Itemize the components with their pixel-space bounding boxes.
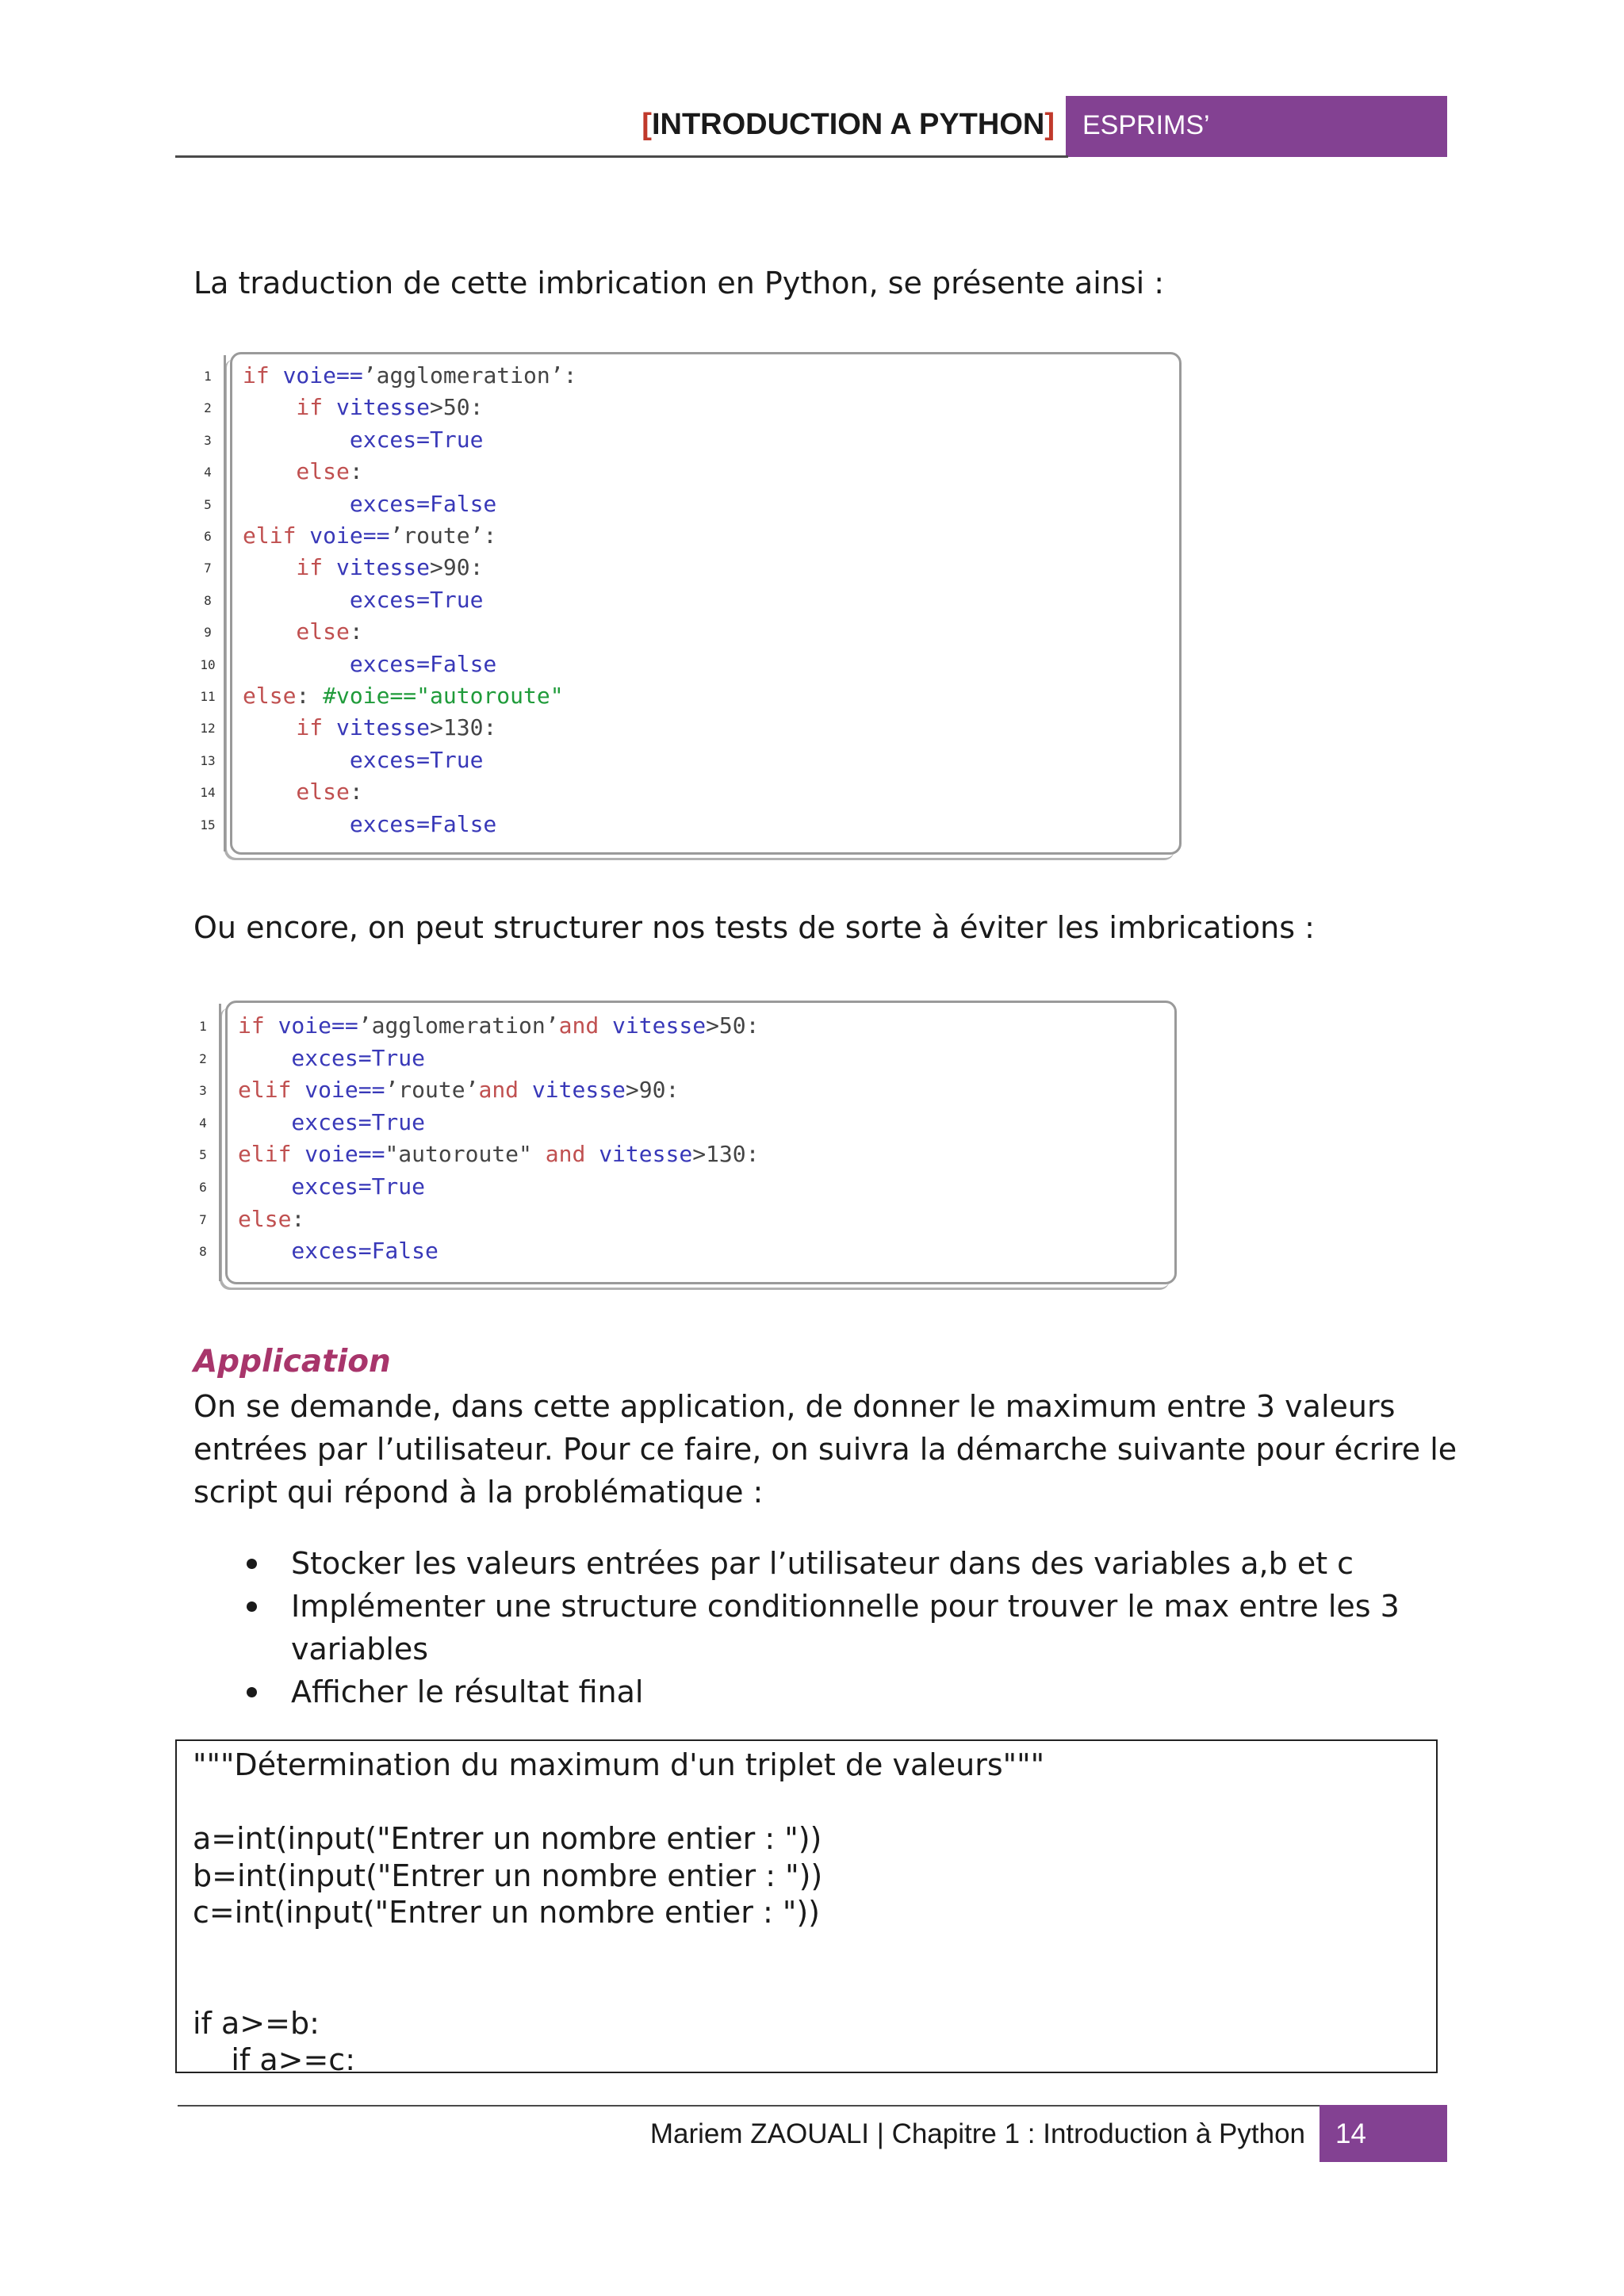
line-number: 6 — [204, 529, 212, 544]
code-token: vitesse — [336, 554, 431, 581]
code-line — [243, 747, 483, 773]
line-number: 8 — [204, 592, 212, 608]
code-token: vitesse — [612, 1012, 707, 1039]
code-token: >90: — [430, 554, 484, 581]
code-token: exces=True — [243, 586, 484, 613]
header-rule — [175, 155, 1068, 158]
bullet-dot — [247, 1559, 257, 1569]
code-line — [243, 714, 496, 740]
code-token: if — [243, 714, 337, 741]
code-line — [238, 1173, 425, 1200]
page-number: 14 — [1335, 2118, 1366, 2149]
code-token: : — [349, 779, 363, 806]
code-token: vitesse — [336, 394, 431, 421]
code-token: if — [243, 362, 283, 388]
code-line — [238, 1012, 760, 1039]
script-code-box — [175, 1739, 1438, 2073]
script-line: if a>=b: — [193, 2005, 320, 2041]
code-line — [243, 651, 496, 677]
line-number: 5 — [204, 496, 212, 512]
code-token: >130: — [430, 714, 497, 741]
line-number: 4 — [204, 465, 212, 480]
code-token: voie== — [278, 1012, 358, 1039]
script-line: """Détermination du maximum d'un triplet de valeurs""" — [193, 1747, 1045, 1782]
line-number: 15 — [200, 817, 216, 832]
code-line — [243, 618, 363, 645]
code-line — [243, 779, 363, 805]
line-number: 9 — [204, 625, 212, 641]
code-line — [238, 1206, 304, 1232]
code-token: exces=True — [243, 426, 484, 453]
line-number: 4 — [199, 1115, 207, 1131]
line-number: 7 — [204, 561, 212, 576]
footer-text: Mariem ZAOUALI | Chapitre 1 : Introduction à Python — [649, 2118, 1305, 2149]
code-token: exces=False — [243, 490, 497, 517]
application-paragraph-line-3: script qui répond à la problématique : — [193, 1475, 764, 1510]
code-token: else — [238, 1205, 292, 1232]
header-org-label: ESPRIMS’ — [1082, 110, 1210, 140]
code-token: : — [349, 458, 363, 485]
code-token: vitesse — [599, 1141, 693, 1168]
bullet-item-1: Stocker les valeurs entrées par l’utilisateur dans des variables a,b et c — [291, 1546, 1354, 1581]
code-token: if — [243, 554, 337, 581]
line-number: 3 — [204, 432, 212, 448]
line-number: 1 — [199, 1019, 207, 1034]
code-token: elif — [243, 522, 310, 549]
code-line — [243, 362, 576, 388]
code-token: exces=False — [243, 810, 497, 837]
code-figure-1 — [197, 349, 1182, 856]
code-token: and — [558, 1012, 613, 1039]
code-token: and — [545, 1141, 599, 1168]
code-line — [243, 587, 483, 613]
application-heading: Application — [193, 1344, 391, 1380]
code-token: ’route’ — [389, 522, 484, 549]
code-gutter-2 — [219, 1004, 221, 1281]
line-number: 2 — [199, 1050, 207, 1066]
code-token: else — [243, 779, 350, 806]
code-token: >130: — [692, 1141, 760, 1168]
code-line — [243, 458, 363, 484]
application-paragraph-line-1: On se demande, dans cette application, de donner le maximum entre 3 valeurs — [193, 1389, 1396, 1424]
code-line — [243, 554, 483, 580]
code-token: if — [243, 394, 337, 421]
code-line — [243, 427, 483, 453]
application-paragraph-line-2: entrées par l’utilisateur. Pour ce faire, on suivra la démarche suivante pour écrire le — [193, 1432, 1457, 1467]
code-token: exces=True — [238, 1108, 426, 1135]
bullet-item-2: Implémenter une structure conditionnelle pour trouver le max entre les 3 — [291, 1589, 1400, 1624]
code-line — [238, 1045, 425, 1071]
bullet-item-3: Afficher le résultat final — [291, 1674, 644, 1709]
line-number: 3 — [199, 1083, 207, 1099]
code-line — [243, 522, 496, 549]
code-token: exces=True — [238, 1044, 426, 1071]
line-number: 11 — [200, 689, 216, 704]
code-token: voie== — [304, 1077, 385, 1104]
code-token: >50: — [706, 1012, 760, 1039]
code-line — [243, 811, 496, 837]
script-line: a=int(input("Entrer un nombre entier : ")) — [193, 1821, 822, 1856]
code-token: if — [238, 1012, 278, 1039]
code-line — [238, 1238, 439, 1264]
code-token: vitesse — [531, 1077, 626, 1104]
code-token: voie== — [282, 362, 363, 388]
code-token: >50: — [430, 394, 484, 421]
code-token: vitesse — [336, 714, 431, 741]
code-token: : — [349, 618, 363, 645]
line-number: 14 — [200, 785, 216, 801]
line-number: 7 — [199, 1211, 207, 1227]
code-token: >90: — [625, 1077, 680, 1104]
code-token: and — [478, 1077, 532, 1104]
line-number: 5 — [199, 1147, 207, 1163]
code-token: exces=False — [238, 1238, 439, 1265]
header-title: [INTRODUCTION A PYTHON] — [642, 108, 1055, 141]
line-number: 2 — [204, 400, 212, 416]
script-line: c=int(input("Entrer un nombre entier : ")) — [193, 1895, 820, 1930]
code-token: exces=False — [243, 650, 497, 677]
script-line: b=int(input("Entrer un nombre entier : ")) — [193, 1858, 823, 1893]
line-number: 10 — [200, 656, 216, 672]
code-line — [243, 683, 564, 709]
code-token: ’agglomeration’ — [358, 1012, 559, 1039]
footer-rule — [178, 2105, 1320, 2107]
code-line — [243, 394, 483, 420]
code-line — [238, 1077, 679, 1103]
line-number: 13 — [200, 752, 216, 768]
code-token: #voie=="autoroute" — [323, 683, 564, 709]
code-line — [238, 1109, 425, 1135]
code-token: elif — [238, 1077, 305, 1104]
code-line — [238, 1141, 760, 1167]
code-token: else — [243, 618, 350, 645]
line-number: 8 — [199, 1244, 207, 1260]
bullet-dot — [247, 1601, 257, 1612]
code-token: : — [291, 1205, 305, 1232]
line-number: 6 — [199, 1180, 207, 1195]
script-line: if a>=c: — [193, 2042, 355, 2073]
middle-paragraph: Ou encore, on peut structurer nos tests de sorte à éviter les imbrications : — [193, 910, 1315, 945]
code-gutter-1 — [224, 355, 226, 851]
code-token: : — [296, 683, 324, 709]
code-figure-2 — [192, 997, 1177, 1291]
line-number: 12 — [200, 721, 216, 737]
code-token: exces=True — [238, 1173, 426, 1200]
code-token: voie== — [309, 522, 390, 549]
code-line — [243, 491, 496, 517]
code-token: : — [563, 362, 577, 388]
code-token: : — [483, 522, 497, 549]
code-token: else — [243, 683, 297, 709]
bullet-item-2-cont: variables — [291, 1632, 429, 1667]
code-token: else — [243, 458, 350, 485]
code-token: voie== — [304, 1141, 385, 1168]
code-token: "autoroute" — [385, 1141, 546, 1168]
line-number: 1 — [204, 369, 212, 384]
code-token: exces=True — [243, 746, 484, 773]
bullet-dot — [247, 1687, 257, 1697]
intro-paragraph: La traduction de cette imbrication en Python, se présente ainsi : — [193, 266, 1165, 300]
code-token: ’route’ — [385, 1077, 479, 1104]
code-token: ’agglomeration’ — [362, 362, 564, 388]
code-token: elif — [238, 1141, 305, 1168]
